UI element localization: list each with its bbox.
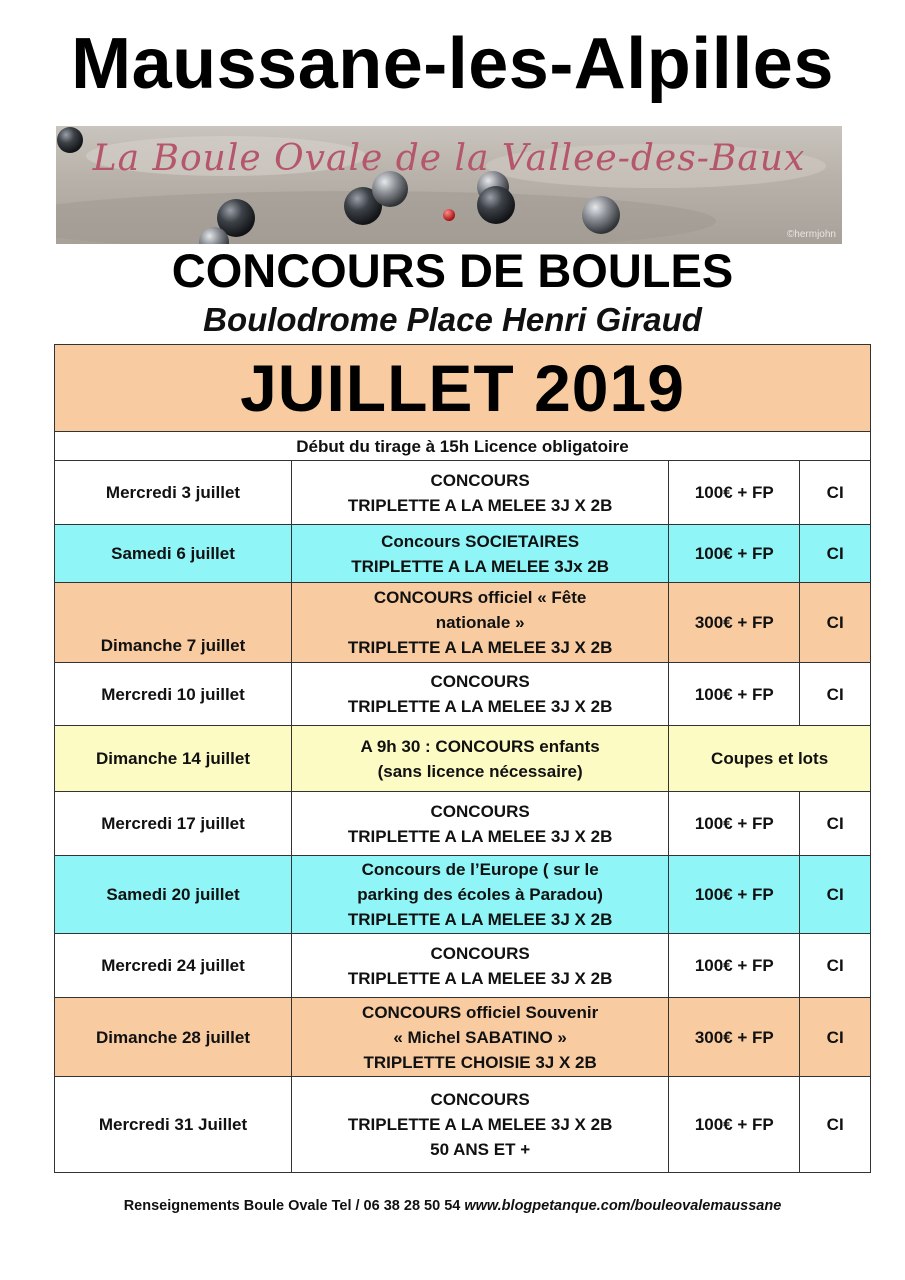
- row-date: Dimanche 28 juillet: [55, 998, 292, 1077]
- row-prize: 100€ + FP: [669, 525, 800, 583]
- schedule-row: [55, 856, 871, 934]
- row-date: Mercredi 31 Juillet: [55, 1077, 292, 1173]
- row-event: Concours SOCIETAIRES TRIPLETTE A LA MELEE 3Jx 2B: [292, 525, 669, 583]
- row-event: CONCOURS TRIPLETTE A LA MELEE 3J X 2B: [292, 663, 669, 726]
- row-category: CI: [800, 934, 871, 998]
- row-prize: 100€ + FP: [669, 461, 800, 525]
- row-category: CI: [800, 461, 871, 525]
- schedule-row: [55, 934, 871, 998]
- row-date: Dimanche 14 juillet: [55, 726, 292, 792]
- row-category: CI: [800, 663, 871, 726]
- row-event: CONCOURS TRIPLETTE A LA MELEE 3J X 2B: [292, 461, 669, 525]
- row-date: Dimanche 7 juillet: [55, 583, 292, 663]
- row-date: Mercredi 3 juillet: [55, 461, 292, 525]
- schedule-table: [54, 344, 871, 1173]
- row-date: Samedi 6 juillet: [55, 525, 292, 583]
- row-date: Mercredi 17 juillet: [55, 792, 292, 856]
- website-link[interactable]: www.blogpetanque.com/bouleovalemaussane: [464, 1198, 782, 1214]
- event-heading: CONCOURS DE BOULES: [171, 244, 734, 297]
- row-category: CI: [800, 792, 871, 856]
- row-event: CONCOURS officiel Souvenir « Michel SABATINO » TRIPLETTE CHOISIE 3J X 2B: [292, 998, 669, 1077]
- row-date: Mercredi 10 juillet: [55, 663, 292, 726]
- club-name: La Boule Ovale de la Vallee-des-Baux: [92, 138, 806, 179]
- row-event: CONCOURS officiel « Fête nationale » TRIPLETTE A LA MELEE 3J X 2B: [292, 583, 669, 663]
- schedule-row: [55, 1077, 871, 1173]
- schedule-row: [55, 726, 871, 792]
- notice-row: [55, 432, 871, 461]
- row-category: CI: [800, 525, 871, 583]
- schedule-row: [55, 792, 871, 856]
- row-date: Mercredi 24 juillet: [55, 934, 292, 998]
- venue-name: Boulodrome Place Henri Giraud: [203, 301, 702, 338]
- schedule-row: [55, 525, 871, 583]
- row-category: CI: [800, 998, 871, 1077]
- schedule-row: [55, 663, 871, 726]
- row-prize: 100€ + FP: [669, 792, 800, 856]
- schedule-row: [55, 461, 871, 525]
- row-prize: 100€ + FP: [669, 1077, 800, 1173]
- row-prize: 100€ + FP: [669, 663, 800, 726]
- month-row: [55, 345, 871, 432]
- schedule-row: [55, 583, 871, 663]
- footer: [0, 1198, 905, 1214]
- row-prize: 100€ + FP: [669, 934, 800, 998]
- notice-text: Début du tirage à 15h Licence obligatoire: [55, 432, 871, 461]
- row-prize: Coupes et lots: [669, 726, 871, 792]
- row-prize: 300€ + FP: [669, 998, 800, 1077]
- row-event: A 9h 30 : CONCOURS enfants (sans licence nécessaire): [292, 726, 669, 792]
- schedule-row: [55, 998, 871, 1077]
- contact-info: Renseignements Boule Ovale Tel / 06 38 28 50 54: [123, 1198, 461, 1214]
- banner-photo: [56, 126, 842, 244]
- row-event: CONCOURS TRIPLETTE A LA MELEE 3J X 2B: [292, 792, 669, 856]
- row-date: Samedi 20 juillet: [55, 856, 292, 934]
- row-prize: 100€ + FP: [669, 856, 800, 934]
- row-category: CI: [800, 856, 871, 934]
- photo-credit: ©hermjohn: [786, 229, 836, 240]
- row-category: CI: [800, 583, 871, 663]
- row-event: CONCOURS TRIPLETTE A LA MELEE 3J X 2B 50 ANS ET +: [292, 1077, 669, 1173]
- month-title: JUILLET 2019: [55, 345, 871, 432]
- row-category: CI: [800, 1077, 871, 1173]
- row-prize: 300€ + FP: [669, 583, 800, 663]
- town-title: Maussane-les-Alpilles: [71, 24, 834, 104]
- row-event: Concours de l’Europe ( sur le parking des écoles à Paradou) TRIPLETTE A LA MELEE 3J X 2B: [292, 856, 669, 934]
- row-event: CONCOURS TRIPLETTE A LA MELEE 3J X 2B: [292, 934, 669, 998]
